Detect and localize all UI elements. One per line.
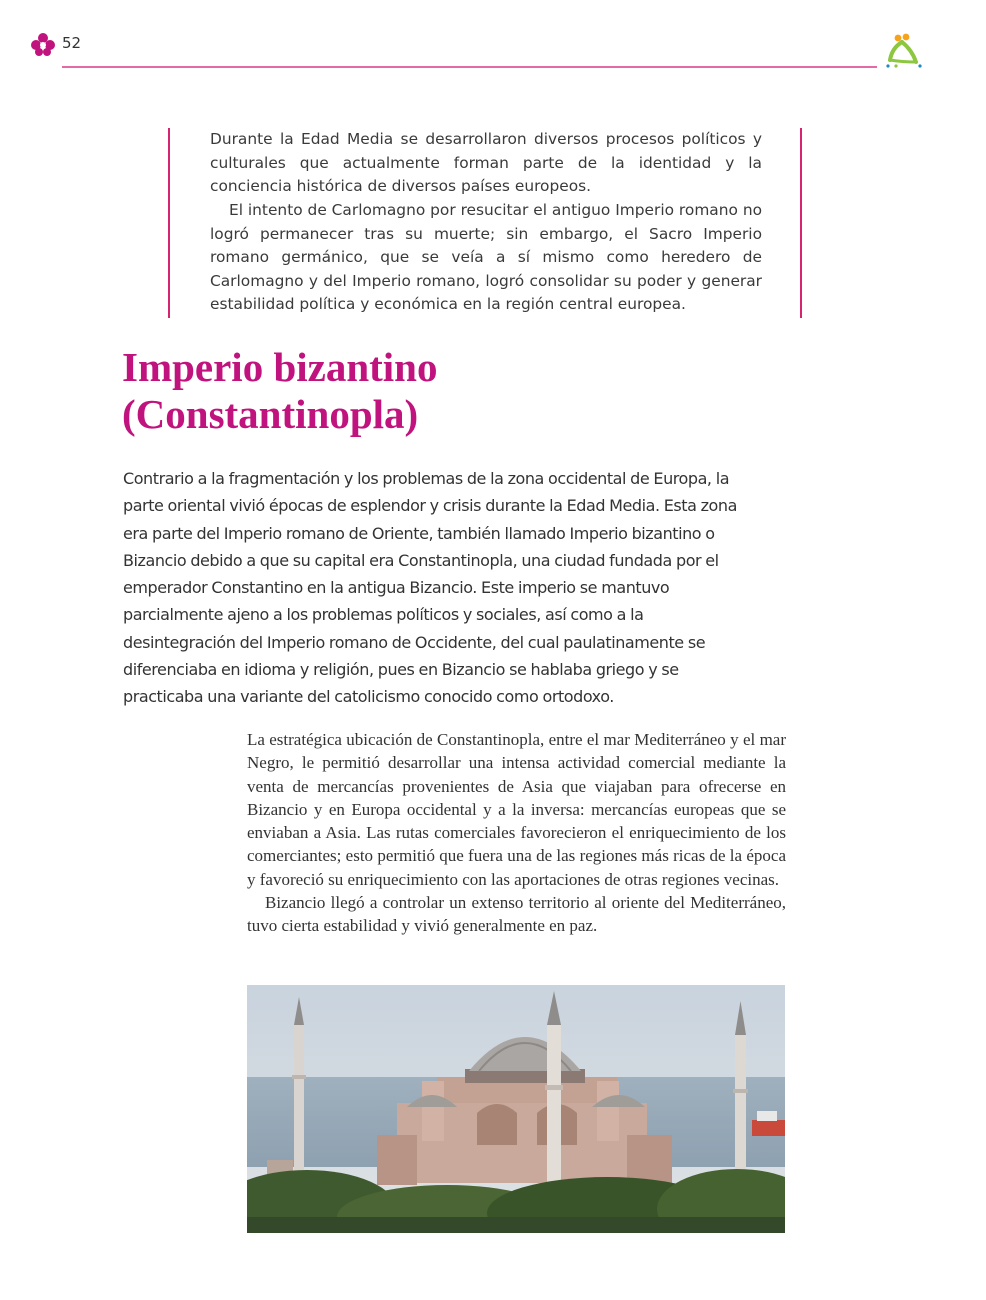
secondary-paragraph-2: Bizancio llegó a controlar un extenso territorio al oriente del Mediterráneo, tuvo cierta estabilidad y vivió generalmente en paz. bbox=[247, 893, 786, 936]
section-title bbox=[122, 344, 438, 438]
section-title-line-2: (Constantinopla) bbox=[122, 391, 419, 437]
page-header bbox=[0, 0, 986, 80]
hagia-sophia-photo bbox=[247, 985, 785, 1233]
section-body: Contrario a la fragmentación y los problemas de la zona occidental de Europa, la parte oriental vivió épocas de esplendor y crisis durante la Edad Media. Esta zona era parte del Imperio romano de Oriente, también llamado Imperio bizantino o Bizancio debido a que su capital era Constantinopla, una ciudad fundada por el emperador Constantino en la antigua Bizancio. Este imperio se mantuvo parcialmente ajeno a los problemas políticos y sociales, así como a la desintegración del Imperio romano de Occidente, del cual paulatinamente se diferenciaba en idioma y religión, pues en Bizancio se hablaba griego y se practicaba una variante del catolicismo conocido como ortodoxo. bbox=[123, 469, 737, 707]
mosque-photo-icon bbox=[247, 985, 785, 1233]
flower-icon bbox=[30, 32, 56, 56]
secondary-paragraph-1: La estratégica ubicación de Constantinopla, entre el mar Mediterráneo y el mar Negro, le permitió desarrollar una intensa actividad comercial mediante la venta de mercancías provenientes de Asia que viajaban para ofrecerse en Bizancio y en Europa occidental y a la inversa: mercancías europeas que se enviaban a Asia. Las rutas comerciales favorecieron el enriquecimiento de los comerciantes; esto permitió que fuera una de las regiones más ricas de la época y favoreció su enriquecimiento con las aportaciones de otras regiones vecinas. bbox=[247, 730, 786, 889]
section-title-line-1: Imperio bizantino bbox=[122, 344, 438, 390]
intro-box bbox=[168, 128, 802, 318]
sprout-logo-icon bbox=[884, 32, 924, 72]
page-number: 52 bbox=[62, 34, 82, 52]
intro-paragraph-2: El intento de Carlomagno por resucitar el antiguo Imperio romano no logró permanecer tras su muerte; sin embargo, el Sacro Imperio romano germánico, que se veía a sí mismo como heredero de Carlomagno y del Imperio romano, logró consolidar su poder y generar estabilidad política y económica en la región central europea. bbox=[210, 201, 762, 314]
intro-paragraph-1: Durante la Edad Media se desarrollaron diversos procesos políticos y culturales que actualmente forman parte de la identidad y la conciencia histórica de diversos países europeos. bbox=[210, 130, 762, 196]
secondary-text-block bbox=[247, 728, 786, 938]
header-rule bbox=[62, 66, 877, 68]
